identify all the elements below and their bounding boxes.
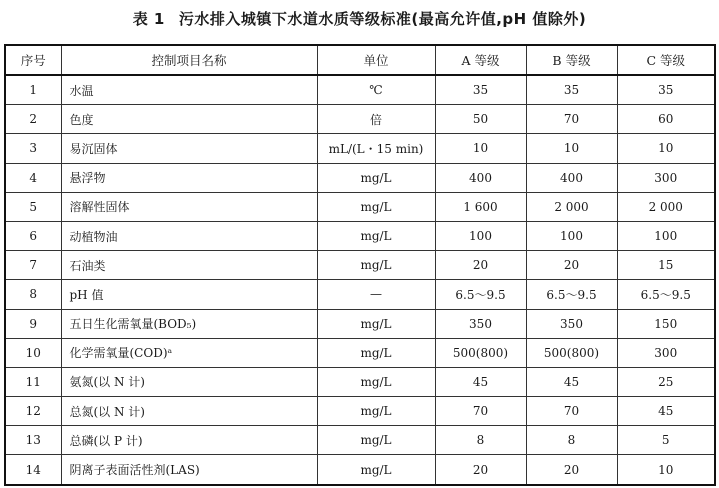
table-row xyxy=(5,280,715,309)
cell-unit: 倍 xyxy=(317,105,435,134)
cell-grade-b: 45 xyxy=(526,367,617,396)
table-row xyxy=(5,397,715,426)
cell-serial-no: 7 xyxy=(5,251,61,280)
cell-grade-b: 70 xyxy=(526,105,617,134)
cell-grade-b: 20 xyxy=(526,455,617,485)
cell-unit: — xyxy=(317,280,435,309)
cell-grade-a: 20 xyxy=(435,455,526,485)
cell-grade-a: 100 xyxy=(435,221,526,250)
cell-item-name: 水温 xyxy=(61,75,317,105)
cell-serial-no: 11 xyxy=(5,367,61,396)
cell-grade-c: 60 xyxy=(617,105,715,134)
cell-unit: mg/L xyxy=(317,338,435,367)
cell-grade-a: 45 xyxy=(435,367,526,396)
cell-grade-a: 35 xyxy=(435,75,526,105)
cell-serial-no: 5 xyxy=(5,192,61,221)
cell-grade-b: 500(800) xyxy=(526,338,617,367)
cell-item-name: 溶解性固体 xyxy=(61,192,317,221)
cell-grade-b: 100 xyxy=(526,221,617,250)
cell-serial-no: 1 xyxy=(5,75,61,105)
cell-grade-b: 6.5～9.5 xyxy=(526,280,617,309)
header-row xyxy=(5,45,715,75)
cell-unit: mg/L xyxy=(317,426,435,455)
cell-grade-b: 20 xyxy=(526,251,617,280)
cell-item-name: 总氮(以 N 计) xyxy=(61,397,317,426)
cell-item-name: 石油类 xyxy=(61,251,317,280)
cell-item-name: 化学需氧量(COD)ᵃ xyxy=(61,338,317,367)
cell-item-name: 总磷(以 P 计) xyxy=(61,426,317,455)
table-number: 表 1 xyxy=(132,10,165,28)
cell-grade-b: 8 xyxy=(526,426,617,455)
cell-grade-b: 70 xyxy=(526,397,617,426)
cell-grade-b: 350 xyxy=(526,309,617,338)
table-row xyxy=(5,134,715,163)
cell-grade-c: 5 xyxy=(617,426,715,455)
cell-item-name: 五日生化需氧量(BOD₅) xyxy=(61,309,317,338)
cell-unit: mg/L xyxy=(317,455,435,485)
cell-grade-c: 150 xyxy=(617,309,715,338)
cell-grade-c: 6.5～9.5 xyxy=(617,280,715,309)
cell-serial-no: 13 xyxy=(5,426,61,455)
cell-grade-a: 70 xyxy=(435,397,526,426)
cell-grade-a: 20 xyxy=(435,251,526,280)
cell-unit: mL/(L・15 min) xyxy=(317,134,435,163)
table-row xyxy=(5,75,715,105)
header-grade-a: A 等级 xyxy=(435,45,526,75)
cell-item-name: 阴离子表面活性剂(LAS) xyxy=(61,455,317,485)
cell-grade-a: 500(800) xyxy=(435,338,526,367)
header-grade-b: B 等级 xyxy=(526,45,617,75)
cell-grade-c: 100 xyxy=(617,221,715,250)
cell-serial-no: 3 xyxy=(5,134,61,163)
cell-item-name: 悬浮物 xyxy=(61,163,317,192)
cell-grade-c: 300 xyxy=(617,338,715,367)
cell-item-name: pH 值 xyxy=(61,280,317,309)
cell-serial-no: 2 xyxy=(5,105,61,134)
cell-grade-a: 400 xyxy=(435,163,526,192)
table-row xyxy=(5,367,715,396)
table-row xyxy=(5,338,715,367)
cell-serial-no: 4 xyxy=(5,163,61,192)
cell-unit: mg/L xyxy=(317,221,435,250)
cell-grade-c: 35 xyxy=(617,75,715,105)
cell-unit: mg/L xyxy=(317,163,435,192)
cell-serial-no: 6 xyxy=(5,221,61,250)
cell-grade-c: 45 xyxy=(617,397,715,426)
cell-grade-a: 50 xyxy=(435,105,526,134)
cell-serial-no: 8 xyxy=(5,280,61,309)
cell-grade-c: 2 000 xyxy=(617,192,715,221)
cell-unit: mg/L xyxy=(317,251,435,280)
cell-grade-c: 15 xyxy=(617,251,715,280)
header-grade-c: C 等级 xyxy=(617,45,715,75)
cell-unit: ℃ xyxy=(317,75,435,105)
cell-grade-c: 300 xyxy=(617,163,715,192)
cell-serial-no: 10 xyxy=(5,338,61,367)
table-row xyxy=(5,309,715,338)
header-unit: 单位 xyxy=(317,45,435,75)
cell-unit: mg/L xyxy=(317,367,435,396)
cell-grade-c: 10 xyxy=(617,134,715,163)
table-row xyxy=(5,192,715,221)
cell-item-name: 动植物油 xyxy=(61,221,317,250)
table-row xyxy=(5,221,715,250)
water-quality-standards-table xyxy=(4,44,716,486)
table-row xyxy=(5,105,715,134)
cell-grade-a: 1 600 xyxy=(435,192,526,221)
cell-grade-a: 10 xyxy=(435,134,526,163)
table-row xyxy=(5,455,715,485)
table-caption xyxy=(0,8,719,29)
header-serial-no: 序号 xyxy=(5,45,61,75)
cell-item-name: 氨氮(以 N 计) xyxy=(61,367,317,396)
cell-unit: mg/L xyxy=(317,397,435,426)
cell-grade-a: 8 xyxy=(435,426,526,455)
cell-unit: mg/L xyxy=(317,309,435,338)
cell-grade-c: 10 xyxy=(617,455,715,485)
cell-grade-c: 25 xyxy=(617,367,715,396)
cell-grade-b: 35 xyxy=(526,75,617,105)
cell-grade-b: 400 xyxy=(526,163,617,192)
table-row xyxy=(5,251,715,280)
cell-unit: mg/L xyxy=(317,192,435,221)
cell-item-name: 色度 xyxy=(61,105,317,134)
cell-serial-no: 12 xyxy=(5,397,61,426)
table-row xyxy=(5,163,715,192)
cell-grade-a: 350 xyxy=(435,309,526,338)
table-title: 污水排入城镇下水道水质等级标准(最高允许值,pH 值除外) xyxy=(178,10,587,28)
table-row xyxy=(5,426,715,455)
header-item-name: 控制项目名称 xyxy=(61,45,317,75)
cell-grade-b: 10 xyxy=(526,134,617,163)
cell-serial-no: 14 xyxy=(5,455,61,485)
cell-grade-a: 6.5～9.5 xyxy=(435,280,526,309)
cell-item-name: 易沉固体 xyxy=(61,134,317,163)
cell-serial-no: 9 xyxy=(5,309,61,338)
cell-grade-b: 2 000 xyxy=(526,192,617,221)
